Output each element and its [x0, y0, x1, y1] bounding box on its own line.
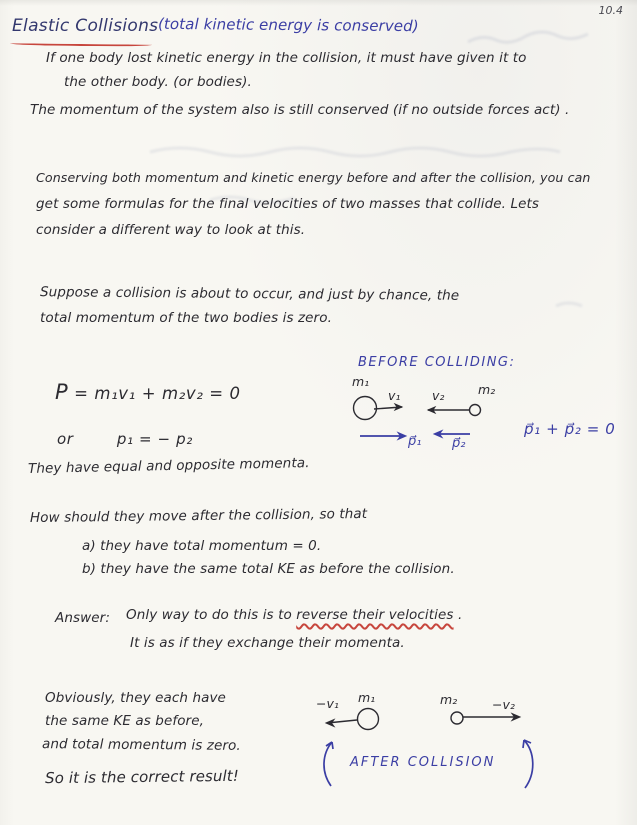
caption-right-arrow — [523, 740, 533, 788]
neg-v1-label: −v₁ — [316, 696, 339, 711]
answer-text-end: . — [453, 607, 463, 623]
neg-v2-label: −v₂ — [492, 697, 515, 712]
note-line-item-a: a) they have total momentum = 0. — [82, 538, 322, 554]
answer-text: Only way to do this is to — [126, 607, 297, 623]
velocity2-label: v₂ — [432, 388, 445, 403]
equation-body: p₁ = − p₂ — [116, 430, 193, 448]
velocity1-label: v₁ — [388, 388, 401, 403]
momentum2-label: p⃗₂ — [452, 436, 466, 451]
note-line: How should they move after the collision, so that — [29, 505, 368, 527]
answer-label: Answer: — [55, 610, 110, 626]
note-line: get some formulas for the final velocities of two masses that collide. Lets — [36, 196, 540, 212]
mass1-circle — [354, 397, 377, 420]
velocity1-arrow — [374, 404, 402, 410]
before-colliding-heading: BEFORE COLLIDING: — [358, 355, 516, 370]
answer-underlined-phrase: reverse their velocities — [296, 607, 454, 623]
note-line: Conserving both momentum and kinetic energy before and after the collision, you can — [36, 170, 591, 185]
note-line: the same KE as before, — [45, 713, 205, 729]
note-line: the other body. (or bodies). — [64, 74, 252, 90]
note-line: If one body lost kinetic energy in the collision, it must have given it to — [46, 50, 527, 66]
after-mass1-label: m₁ — [358, 690, 376, 705]
momentum1-label: p⃗₁ — [408, 434, 422, 449]
note-line-item-b: b) they have the same total KE as before the collision. — [82, 561, 455, 577]
note-line: The momentum of the system also is still conserved (if no outside forces act) . — [30, 102, 570, 118]
note-line: Obviously, they each have — [45, 690, 226, 706]
mass2-label: m₂ — [478, 382, 496, 397]
title-note: (total kinetic energy is conserved) — [157, 14, 419, 36]
after-mass2-label: m₂ — [440, 692, 458, 707]
mass1-label: m₁ — [352, 374, 370, 389]
mass2-circle — [451, 712, 463, 724]
note-line: total momentum of the two bodies is zero. — [40, 310, 332, 326]
mass1-circle — [358, 709, 379, 730]
mass2-circle — [470, 405, 481, 416]
after-collision-caption: AFTER COLLISION — [350, 755, 496, 770]
note-line: and total momentum is zero. — [41, 736, 241, 754]
page-number: 10.4 — [598, 4, 623, 17]
equation-rhs: = m₁v₁ + m₂v₂ = 0 — [74, 384, 241, 403]
note-line: Suppose a collision is about to occur, and just by chance, the — [39, 284, 460, 304]
caption-left-arrow — [324, 742, 333, 786]
velocity1-arrow — [326, 720, 357, 727]
velocity2-arrow — [428, 407, 469, 413]
note-line: consider a different way to look at this. — [36, 222, 306, 238]
equation-vector-sum: p⃗₁ + p⃗₂ = 0 — [524, 420, 616, 438]
momentum-symbol: P — [55, 380, 69, 404]
note-line: So it is the correct result! — [44, 766, 239, 788]
momentum1-arrow — [360, 433, 406, 440]
or-label: or — [57, 430, 74, 448]
page-title: Elastic Collisions — [12, 16, 159, 36]
equation-total-momentum — [55, 380, 241, 404]
answer-line-1 — [126, 607, 462, 623]
note-line: They have equal and opposite momenta. — [27, 455, 310, 477]
velocity2-arrow — [463, 714, 520, 721]
answer-line-2: It is as if they exchange their momenta. — [130, 635, 405, 651]
equation-opposite-momenta — [57, 430, 193, 448]
